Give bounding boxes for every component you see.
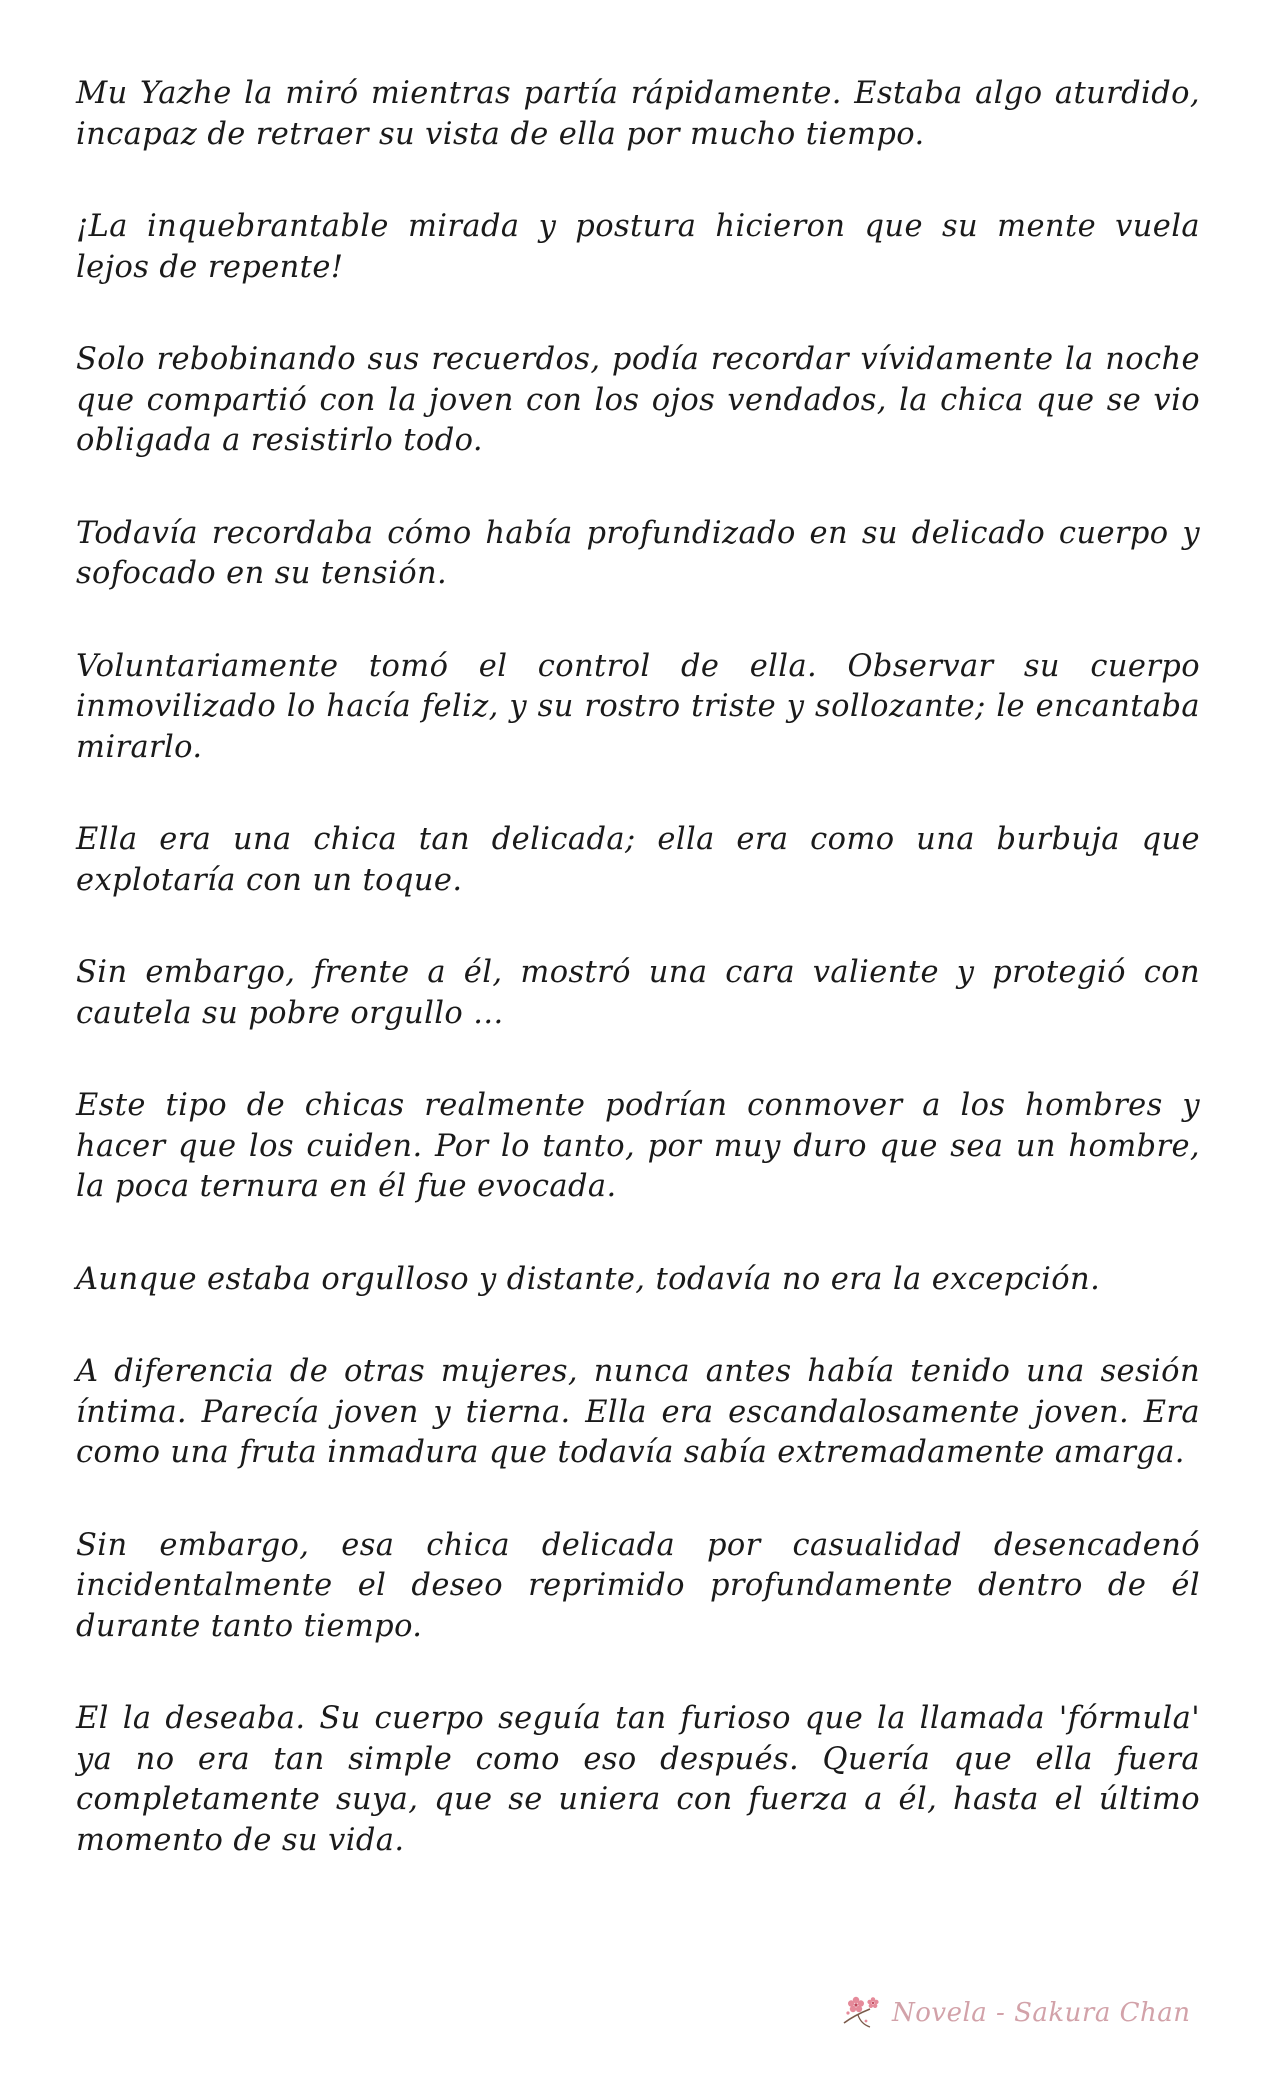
paragraph: Sin embargo, esa chica delicada por casualidad desencadenó incidentalmente el deseo reprimido profundamente dentro de él durante tanto tiempo.: [76, 1527, 1200, 1644]
watermark: [840, 1988, 1220, 2038]
watermark-text: Novela - Sakura Chan: [892, 1998, 1191, 2028]
paragraph: El la deseaba. Su cuerpo seguía tan furioso que la llamada 'fórmula' ya no era tan simple como eso después. Quería que ella fuera completamente suya, que se uniera con fuerza a él, hasta el último momento de su vida.: [76, 1701, 1200, 1858]
paragraph: Sin embargo, frente a él, mostró una cara valiente y protegió con cautela su pobre orgullo ...: [76, 955, 1200, 1031]
paragraph: Solo rebobinando sus recuerdos, podía recordar vívidamente la noche que compartió con la joven con los ojos vendados, la chica que se vio obligada a resistirlo todo.: [76, 342, 1200, 458]
paragraph: Mu Yazhe la miró mientras partía rápidamente. Estaba algo aturdido, incapaz de retraer su vista de ella por mucho tiempo.: [76, 76, 1200, 152]
paragraph: Este tipo de chicas realmente podrían conmover a los hombres y hacer que los cuiden. Por lo tanto, por muy duro que sea un hombre, la poca ternura en él fue evocada.: [76, 1088, 1200, 1204]
paragraph: ¡La inquebrantable mirada y postura hicieron que su mente vuela lejos de repente!: [76, 209, 1200, 285]
paragraph: Todavía recordaba cómo había profundizado en su delicado cuerpo y sofocado en su tensión.: [76, 515, 1200, 591]
paragraph: A diferencia de otras mujeres, nunca antes había tenido una sesión íntima. Parecía joven y tierna. Ella era escandalosamente joven. Era como una fruta inmadura que todavía sabía extremadamente amarga.: [76, 1354, 1200, 1470]
paragraph: Voluntariamente tomó el control de ella. Observar su cuerpo inmovilizado lo hacía feliz, y su rostro triste y sollozante; le encantaba mirarlo.: [76, 648, 1200, 765]
story-text: [76, 74, 1200, 1913]
cherry-blossom-icon: [840, 1993, 884, 2033]
paragraph: Aunque estaba orgulloso y distante, todavía no era la excepción.: [76, 1261, 1101, 1297]
paragraph: Ella era una chica tan delicada; ella era como una burbuja que explotaría con un toque.: [76, 822, 1200, 898]
